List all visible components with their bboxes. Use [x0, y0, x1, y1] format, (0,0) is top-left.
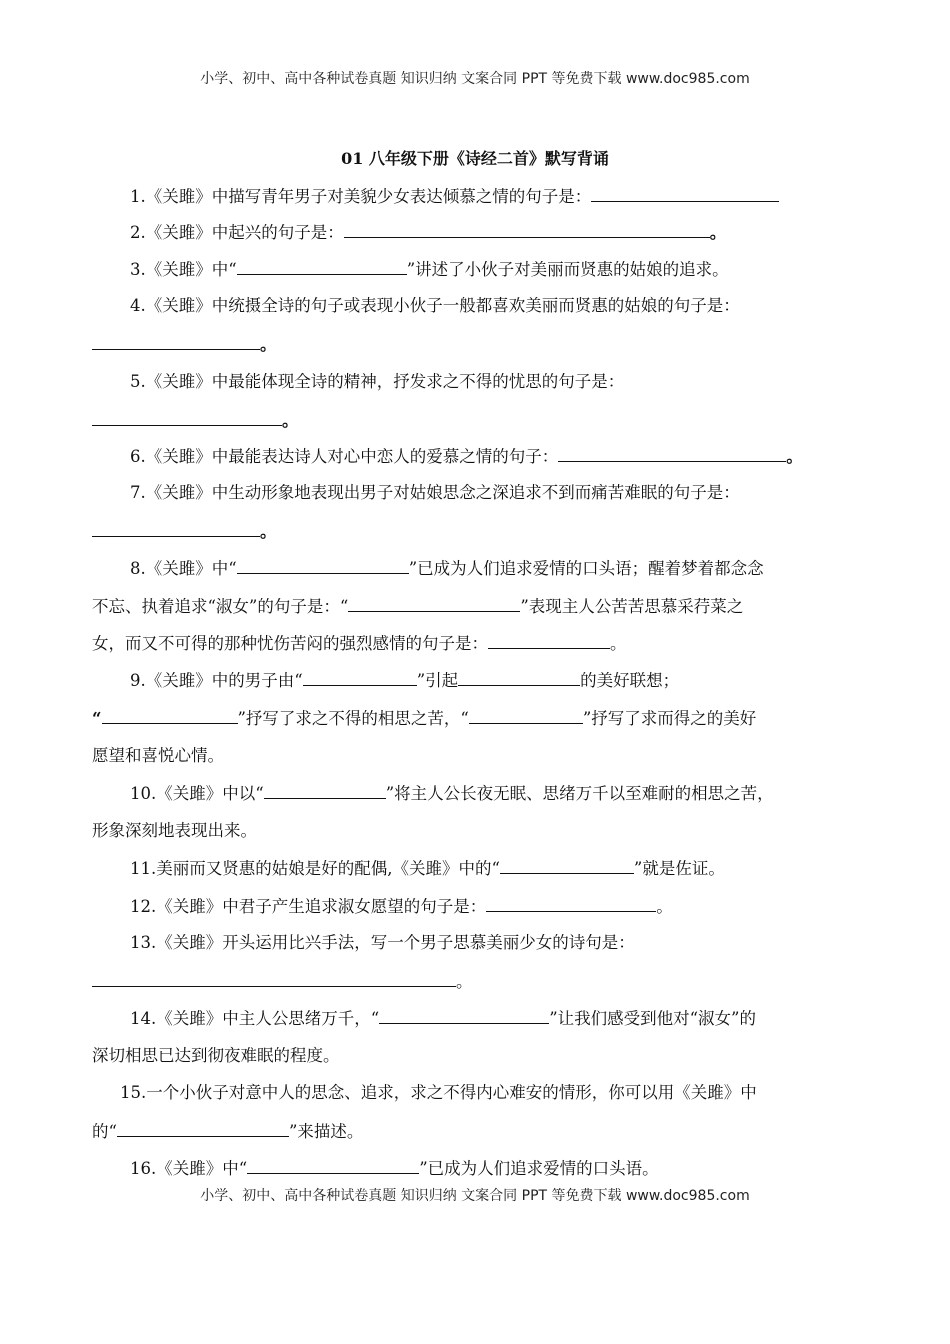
- answer-blank[interactable]: [237, 558, 409, 574]
- question-text: 16.《关雎》中“: [130, 1159, 248, 1178]
- question-text: ”讲述了小伙子对美丽而贤惠的姑娘的追求。: [406, 260, 729, 279]
- question-text: 15.一个小伙子对意中人的思念、追求，求之不得内心难安的情形，你可以用《关雎》中: [120, 1083, 757, 1102]
- question-text: 4.《关雎》中统摄全诗的句子或表现小伙子一般都喜欢美丽而贤惠的姑娘的句子是：: [130, 296, 740, 315]
- answer-blank[interactable]: [303, 670, 417, 686]
- question-text: 13.《关雎》开头运用比兴手法，写一个男子思慕美丽少女的诗句是：: [130, 933, 635, 952]
- question-text: 12.《关雎》中君子产生追求淑女愿望的句子是：: [130, 897, 487, 916]
- question-4: [130, 296, 740, 316]
- question-end: 。: [260, 522, 277, 541]
- question-9-line-2: [92, 708, 756, 729]
- question-8: [130, 558, 764, 579]
- question-text: ”来描述。: [288, 1122, 364, 1141]
- page-header: 小学、初中、高中各种试卷真题 知识归纳 文案合同 PPT 等免费下载 www.doc985.com: [200, 71, 750, 87]
- question-16: [130, 1158, 659, 1179]
- answer-blank[interactable]: [117, 1121, 289, 1137]
- question-end: 。: [709, 223, 727, 242]
- question-end: 。: [282, 411, 299, 430]
- question-8-line-2: [92, 596, 743, 617]
- question-6: [130, 446, 803, 467]
- question-text: ”就是佐证。: [633, 859, 725, 878]
- question-text: 3.《关雎》中“: [130, 260, 237, 279]
- question-text: 女，而又不可得的那种忧伤苦闷的强烈感情的句子是：: [92, 634, 488, 653]
- question-15: [120, 1083, 757, 1103]
- question-10-line-2: [92, 821, 257, 841]
- question-5-answer: [92, 410, 299, 431]
- answer-blank[interactable]: [558, 446, 786, 462]
- answer-blank[interactable]: [344, 222, 710, 238]
- answer-blank[interactable]: [486, 896, 656, 912]
- question-text: 2.《关雎》中起兴的句子是：: [130, 223, 344, 242]
- question-13: [130, 933, 635, 953]
- question-text: 深切相思已达到彻夜难眠的程度。: [92, 1046, 340, 1065]
- question-8-line-3: [92, 633, 627, 654]
- question-11: [130, 858, 725, 879]
- question-2: [130, 222, 726, 243]
- question-text: 不忘、执着追求“淑女”的句子是：“: [92, 597, 349, 616]
- answer-blank[interactable]: [92, 971, 456, 987]
- question-text: ”抒写了求之不得的相思之苦，“: [237, 709, 469, 728]
- question-text: 7.《关雎》中生动形象地表现出男子对姑娘思念之深追求不到而痛苦难眠的句子是：: [130, 483, 740, 502]
- question-end: 。: [456, 972, 473, 991]
- question-text: 14.《关雎》中主人公思绪万千，“: [130, 1009, 380, 1028]
- question-text: “: [92, 709, 102, 728]
- question-text: ”引起: [416, 671, 459, 690]
- question-5: [130, 372, 624, 392]
- page-footer: 小学、初中、高中各种试卷真题 知识归纳 文案合同 PPT 等免费下载 www.doc985.com: [200, 1188, 750, 1204]
- answer-blank[interactable]: [458, 670, 580, 686]
- question-text: ”将主人公长夜无眠、思绪万千以至难耐的相思之苦，: [385, 784, 774, 803]
- question-text: 形象深刻地表现出来。: [92, 821, 257, 840]
- question-7: [130, 483, 740, 503]
- question-3: [130, 259, 729, 280]
- question-text: ”已成为人们追求爱情的口头语；醒着梦着都念念: [408, 559, 764, 578]
- question-text: 的美好联想；: [580, 671, 680, 690]
- document-title: 01 八年级下册《诗经二首》默写背诵: [341, 149, 609, 168]
- question-1: [130, 186, 779, 207]
- answer-blank[interactable]: [591, 186, 779, 202]
- question-15-line-2: [92, 1121, 363, 1142]
- answer-blank[interactable]: [348, 596, 520, 612]
- question-14-line-2: [92, 1046, 340, 1066]
- question-text: 11.美丽而又贤惠的姑娘是好的配偶,《关雎》中的“: [130, 859, 500, 878]
- answer-blank[interactable]: [488, 633, 610, 649]
- question-text: 6.《关雎》中最能表达诗人对心中恋人的爱慕之情的句子：: [130, 447, 559, 466]
- question-text: 愿望和喜悦心情。: [92, 746, 224, 765]
- answer-blank[interactable]: [102, 708, 238, 724]
- question-end: 。: [260, 335, 277, 354]
- question-14: [130, 1008, 756, 1029]
- question-12: [130, 896, 673, 917]
- answer-blank[interactable]: [92, 410, 282, 426]
- question-text: 5.《关雎》中最能体现全诗的精神，抒发求之不得的忧思的句子是：: [130, 372, 625, 391]
- question-text: ”让我们感受到他对“淑女”的: [549, 1009, 756, 1028]
- question-end: 。: [656, 897, 673, 916]
- question-end: 。: [786, 447, 803, 466]
- question-text: 10.《关雎》中以“: [130, 784, 264, 803]
- answer-blank[interactable]: [92, 334, 260, 350]
- answer-blank[interactable]: [500, 858, 634, 874]
- answer-blank[interactable]: [247, 1158, 419, 1174]
- question-10: [130, 783, 774, 804]
- question-4-answer: [92, 334, 277, 355]
- question-text: 1.《关雎》中描写青年男子对美貌少女表达倾慕之情的句子是：: [130, 187, 592, 206]
- question-text: 的“: [92, 1122, 117, 1141]
- question-text: ”已成为人们追求爱情的口头语。: [419, 1159, 659, 1178]
- question-7-answer: [92, 521, 277, 542]
- question-text: 9.《关雎》中的男子由“: [130, 671, 303, 690]
- question-text: ”抒写了求而得之的美好: [582, 709, 757, 728]
- question-text: ”表现主人公苦苦思慕采荇菜之: [520, 597, 744, 616]
- question-13-answer: [92, 971, 473, 992]
- question-end: 。: [610, 634, 627, 653]
- answer-blank[interactable]: [469, 708, 583, 724]
- answer-blank[interactable]: [92, 521, 260, 537]
- question-text: 8.《关雎》中“: [130, 559, 237, 578]
- question-9: [130, 670, 679, 691]
- question-9-line-3: [92, 746, 224, 766]
- answer-blank[interactable]: [379, 1008, 549, 1024]
- answer-blank[interactable]: [237, 259, 407, 275]
- answer-blank[interactable]: [264, 783, 386, 799]
